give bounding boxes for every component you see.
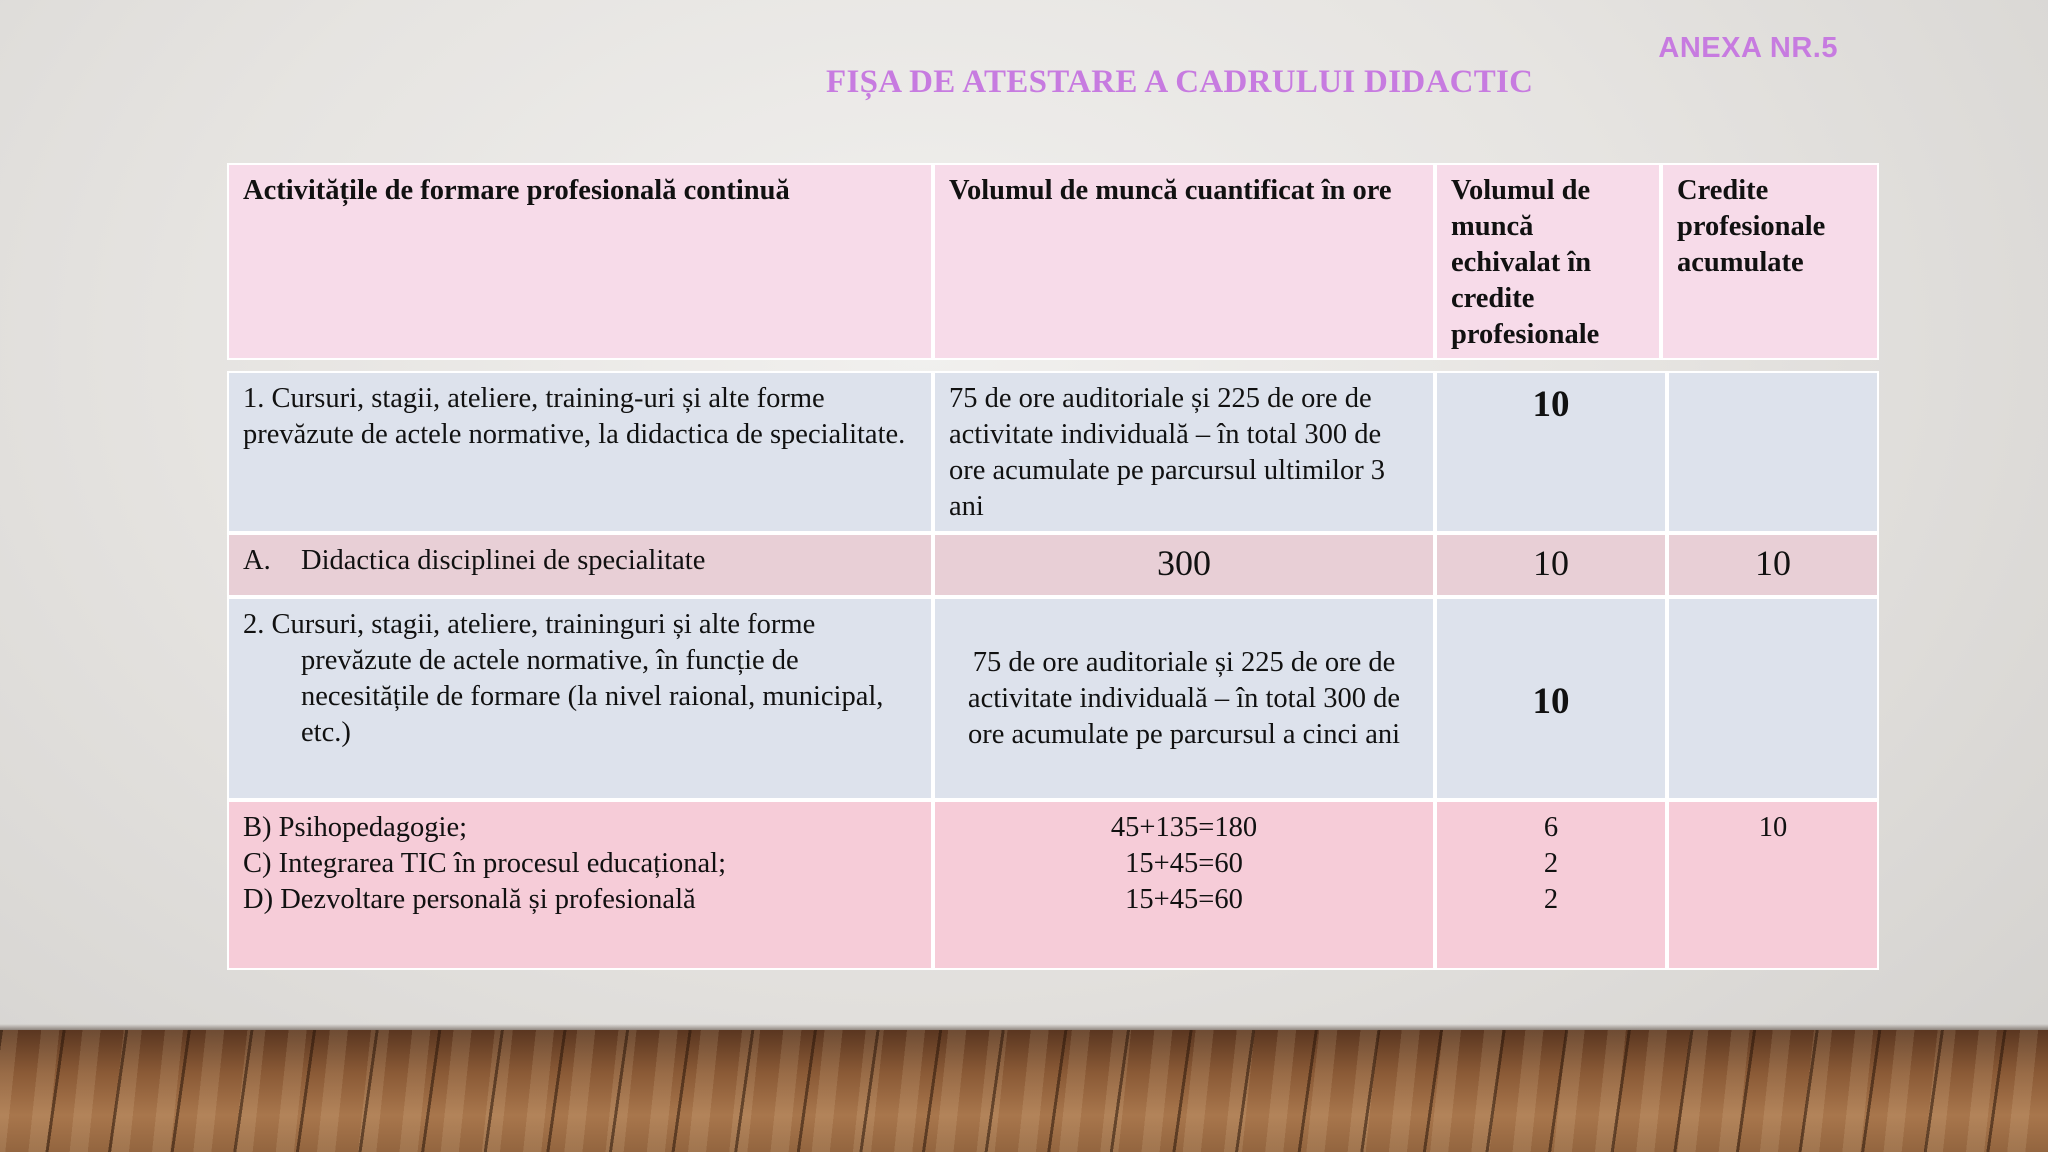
hours-line: 15+45=60 [1125,848,1243,879]
hours-cell [933,597,1435,800]
activity-cell: 1. Cursuri, stagii, ateliere, training-uri și alte forme prevăzute de actele normative, la didactica de specialitate. [227,371,933,533]
column-header-activities: Activitățile de formare profesională continuă [227,163,933,360]
annex-label: ANEXA NR.5 [1658,32,1838,64]
hours-cell [933,800,1435,970]
hours-cell: 300 [933,533,1435,597]
credits-cell [1435,800,1667,970]
accumulated-cell [1667,597,1879,800]
activity-line: D) Dezvoltare personală și profesională [243,884,696,915]
table-row [227,597,1879,800]
hours-line: 45+135=180 [1110,812,1258,843]
credits-cell: 10 [1435,533,1667,597]
page-title: FIȘA DE ATESTARE A CADRULUI DIDACTIC [826,64,1534,100]
table-row [227,800,1879,970]
accumulated-cell: 10 [1667,533,1879,597]
hours-text: 75 de ore auditoriale și 225 de ore de activitate individuală – în total 300 de ore acumulate pe parcursul a cinci ani [967,646,1401,750]
column-header-credits-accumulated: Credite profesionale acumulate [1661,163,1879,360]
credits-cell [1435,597,1667,800]
activity-letter: A. [243,545,271,576]
activity-cell: 2. Cursuri, stagii, ateliere, traininguri și alte forme prevăzute de actele normative, în funcție de necesitățile de formare (la nivel raional, municipal, etc.) [227,597,933,800]
credits-line: 6 [1543,812,1559,843]
column-header-credits-equivalent: Volumul de muncă echivalat în credite profesionale [1435,163,1661,360]
table-row [227,533,1879,597]
activity-line: B) Psihopedagogie; [243,812,468,843]
activity-cell [227,533,933,597]
credits-cell: 10 [1435,371,1667,533]
activity-text: Didactica disciplinei de specialitate [301,545,706,576]
accumulated-cell [1667,371,1879,533]
table-header-row [227,163,1879,360]
column-header-hours: Volumul de muncă cuantificat în ore [933,163,1435,360]
activity-cell [227,800,933,970]
activity-line: C) Integrarea TIC în procesul educațional; [243,848,726,879]
hours-line: 15+45=60 [1125,884,1243,915]
credits-line: 2 [1543,848,1559,879]
credits-text: 10 [1532,680,1570,722]
table-row [227,371,1879,533]
accumulated-cell: 10 [1667,800,1879,970]
hours-cell: 75 de ore auditoriale și 225 de ore de activitate individuală – în total 300 de ore acumulate pe parcursul ultimilor 3 ani [933,371,1435,533]
wooden-floor-image [0,1030,2048,1152]
credits-line: 2 [1543,884,1559,915]
